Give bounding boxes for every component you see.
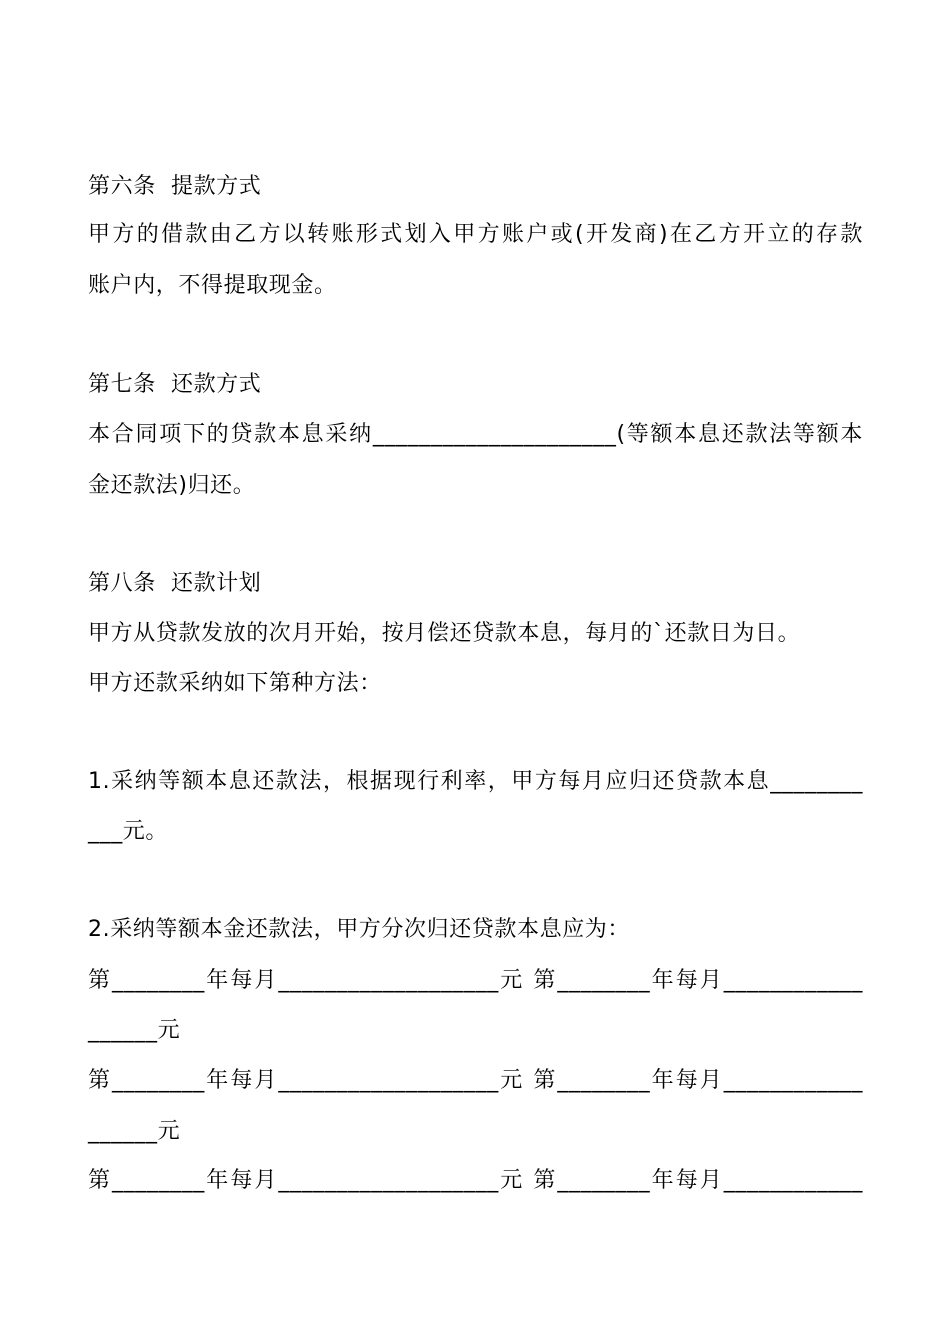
- method-2-row-3: 第________年每月___________________元 第________年每月____________: [88, 1168, 863, 1193]
- method-1-line-2: ___元。: [88, 819, 169, 844]
- method-2-row-2-cont: ______元: [88, 1119, 181, 1144]
- section-8-line-1: 甲方从贷款发放的次月开始，按月偿还贷款本息，每月的`还款日为日。: [88, 621, 801, 646]
- section-7-heading: 第七条 还款方式: [88, 372, 262, 397]
- method-2-row-1: 第________年每月___________________元 第________年每月____________: [88, 968, 863, 993]
- section-7-line-1: 本合同项下的贷款本息采纳_____________________(等额本息还款法等额本: [88, 422, 863, 447]
- method-2-row-1-cont: ______元: [88, 1018, 181, 1043]
- method-1-line-1: 1.采纳等额本息还款法，根据现行利率，甲方每月应归还贷款本息________: [88, 769, 863, 794]
- method-2-row-2: 第________年每月___________________元 第________年每月____________: [88, 1068, 863, 1093]
- section-7-line-2: 金还款法)归还。: [88, 473, 256, 498]
- section-8-line-2: 甲方还款采纳如下第种方法：: [88, 671, 382, 696]
- method-2-intro: 2.采纳等额本金还款法，甲方分次归还贷款本息应为：: [88, 917, 630, 942]
- section-6-line-1: 甲方的借款由乙方以转账形式划入甲方账户或(开发商)在乙方开立的存款: [88, 222, 863, 247]
- section-6-line-2: 账户内，不得提取现金。: [88, 273, 337, 298]
- section-6-heading: 第六条 提款方式: [88, 174, 262, 199]
- section-8-heading: 第八条 还款计划: [88, 571, 262, 596]
